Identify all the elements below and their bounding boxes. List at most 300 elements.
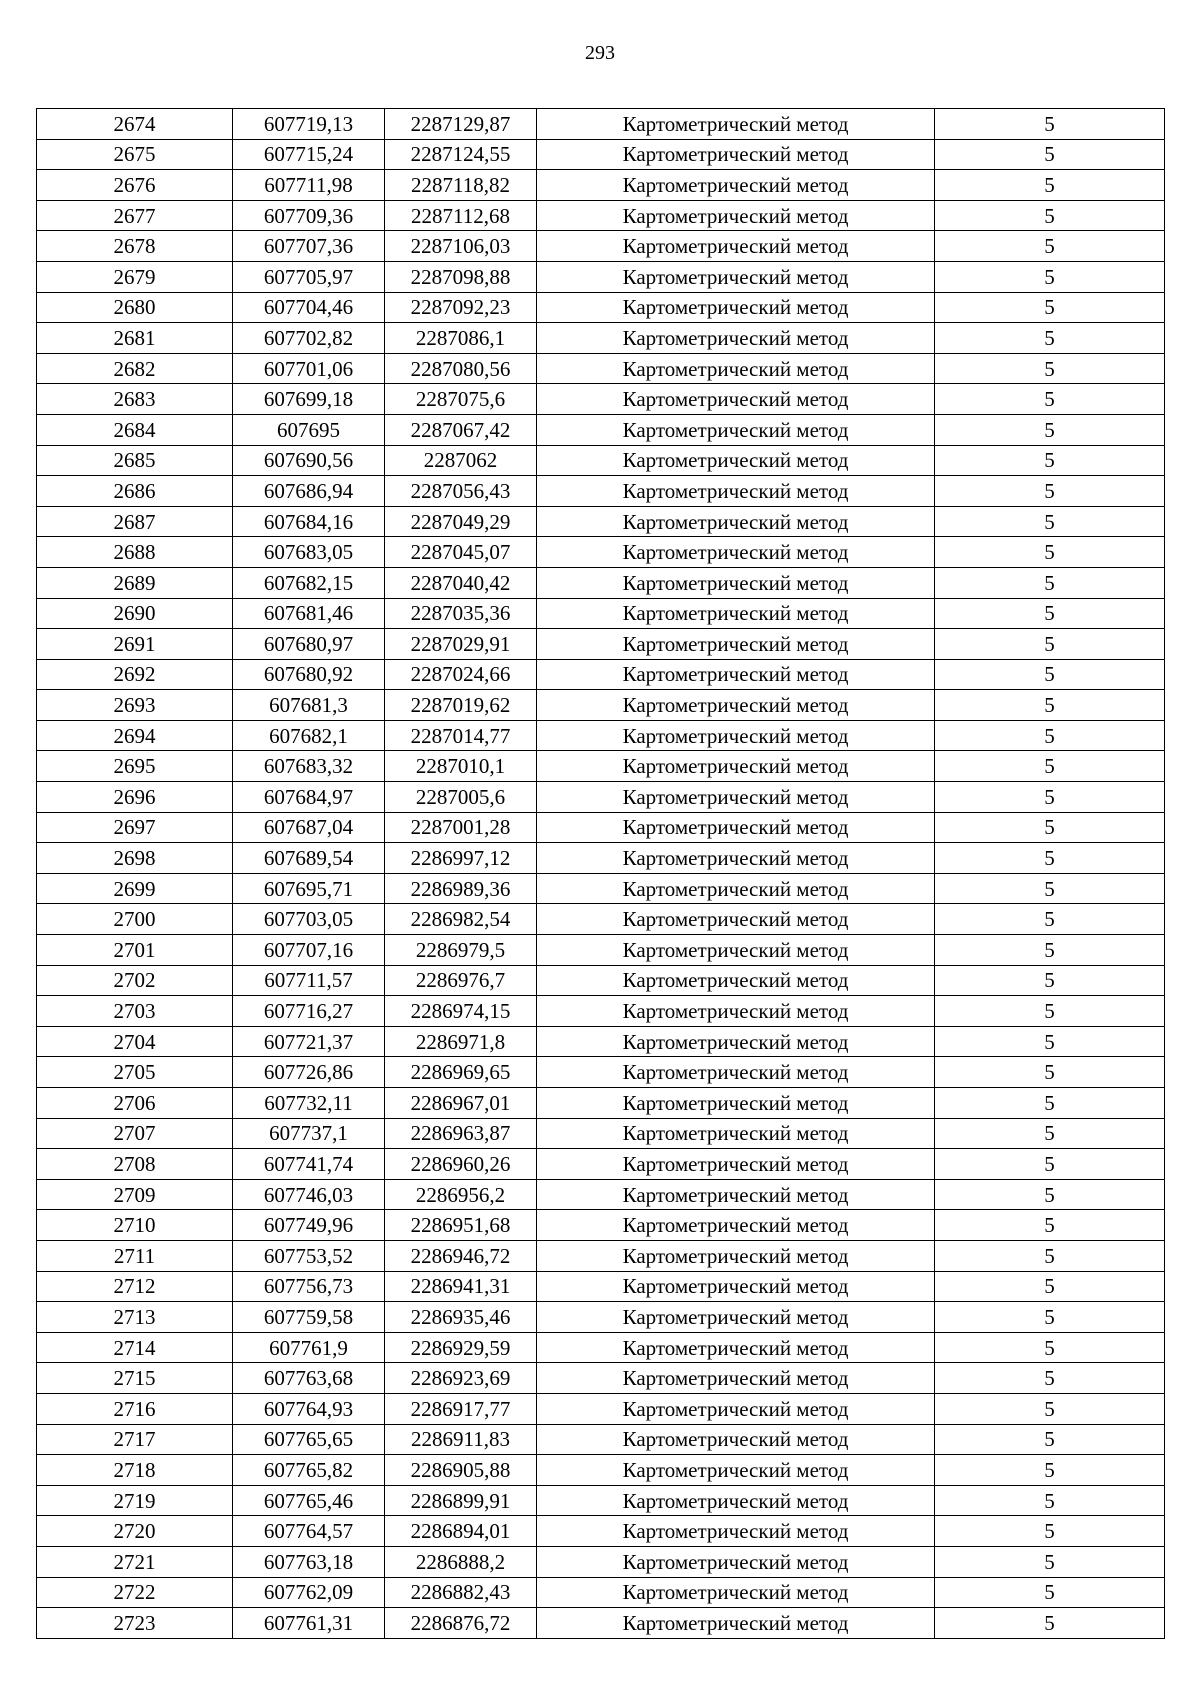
table-row <box>37 384 1165 415</box>
method-cell: Картометрический метод <box>537 109 935 140</box>
x-coordinate-cell: 607746,03 <box>233 1179 385 1210</box>
method-cell: Картометрический метод <box>537 843 935 874</box>
y-coordinate-cell: 2286876,72 <box>385 1608 537 1639</box>
table-row <box>37 261 1165 292</box>
accuracy-cell: 5 <box>935 139 1165 170</box>
x-coordinate-cell: 607765,65 <box>233 1424 385 1455</box>
method-cell: Картометрический метод <box>537 1455 935 1486</box>
x-coordinate-cell: 607716,27 <box>233 996 385 1027</box>
y-coordinate-cell: 2287124,55 <box>385 139 537 170</box>
y-coordinate-cell: 2287112,68 <box>385 200 537 231</box>
point-number-cell: 2705 <box>37 1057 233 1088</box>
table-row <box>37 1149 1165 1180</box>
x-coordinate-cell: 607721,37 <box>233 1026 385 1057</box>
accuracy-cell: 5 <box>935 476 1165 507</box>
table-row <box>37 690 1165 721</box>
accuracy-cell: 5 <box>935 1546 1165 1577</box>
table-row <box>37 1088 1165 1119</box>
table-row <box>37 1026 1165 1057</box>
accuracy-cell: 5 <box>935 1240 1165 1271</box>
point-number-cell: 2712 <box>37 1271 233 1302</box>
point-number-cell: 2716 <box>37 1393 233 1424</box>
y-coordinate-cell: 2286956,2 <box>385 1179 537 1210</box>
coordinates-table <box>36 108 1165 1639</box>
point-number-cell: 2688 <box>37 537 233 568</box>
y-coordinate-cell: 2286946,72 <box>385 1240 537 1271</box>
x-coordinate-cell: 607732,11 <box>233 1088 385 1119</box>
table-row <box>37 1577 1165 1608</box>
accuracy-cell: 5 <box>935 996 1165 1027</box>
method-cell: Картометрический метод <box>537 414 935 445</box>
point-number-cell: 2693 <box>37 690 233 721</box>
x-coordinate-cell: 607689,54 <box>233 843 385 874</box>
y-coordinate-cell: 2286960,26 <box>385 1149 537 1180</box>
method-cell: Картометрический метод <box>537 353 935 384</box>
y-coordinate-cell: 2287029,91 <box>385 629 537 660</box>
method-cell: Картометрический метод <box>537 170 935 201</box>
y-coordinate-cell: 2286976,7 <box>385 965 537 996</box>
y-coordinate-cell: 2287129,87 <box>385 109 537 140</box>
table-row <box>37 1608 1165 1639</box>
y-coordinate-cell: 2287075,6 <box>385 384 537 415</box>
accuracy-cell: 5 <box>935 1271 1165 1302</box>
y-coordinate-cell: 2286951,68 <box>385 1210 537 1241</box>
x-coordinate-cell: 607682,1 <box>233 720 385 751</box>
x-coordinate-cell: 607715,24 <box>233 139 385 170</box>
table-row <box>37 843 1165 874</box>
point-number-cell: 2674 <box>37 109 233 140</box>
accuracy-cell: 5 <box>935 1118 1165 1149</box>
x-coordinate-cell: 607707,16 <box>233 935 385 966</box>
point-number-cell: 2683 <box>37 384 233 415</box>
point-number-cell: 2679 <box>37 261 233 292</box>
accuracy-cell: 5 <box>935 690 1165 721</box>
point-number-cell: 2694 <box>37 720 233 751</box>
table-row <box>37 965 1165 996</box>
accuracy-cell: 5 <box>935 812 1165 843</box>
point-number-cell: 2706 <box>37 1088 233 1119</box>
accuracy-cell: 5 <box>935 170 1165 201</box>
y-coordinate-cell: 2287080,56 <box>385 353 537 384</box>
table-row <box>37 935 1165 966</box>
x-coordinate-cell: 607749,96 <box>233 1210 385 1241</box>
point-number-cell: 2689 <box>37 567 233 598</box>
method-cell: Картометрический метод <box>537 200 935 231</box>
accuracy-cell: 5 <box>935 261 1165 292</box>
accuracy-cell: 5 <box>935 782 1165 813</box>
x-coordinate-cell: 607681,3 <box>233 690 385 721</box>
table-row <box>37 414 1165 445</box>
method-cell: Картометрический метод <box>537 873 935 904</box>
table-row <box>37 323 1165 354</box>
table-row <box>37 109 1165 140</box>
method-cell: Картометрический метод <box>537 965 935 996</box>
x-coordinate-cell: 607737,1 <box>233 1118 385 1149</box>
accuracy-cell: 5 <box>935 1485 1165 1516</box>
table-row <box>37 1363 1165 1394</box>
accuracy-cell: 5 <box>935 843 1165 874</box>
method-cell: Картометрический метод <box>537 537 935 568</box>
x-coordinate-cell: 607687,04 <box>233 812 385 843</box>
method-cell: Картометрический метод <box>537 1485 935 1516</box>
table-row <box>37 506 1165 537</box>
table-row <box>37 1240 1165 1271</box>
table-row <box>37 996 1165 1027</box>
accuracy-cell: 5 <box>935 935 1165 966</box>
page-number: 293 <box>585 42 615 64</box>
accuracy-cell: 5 <box>935 629 1165 660</box>
x-coordinate-cell: 607761,31 <box>233 1608 385 1639</box>
y-coordinate-cell: 2287049,29 <box>385 506 537 537</box>
accuracy-cell: 5 <box>935 873 1165 904</box>
table-row <box>37 812 1165 843</box>
accuracy-cell: 5 <box>935 231 1165 262</box>
y-coordinate-cell: 2287035,36 <box>385 598 537 629</box>
accuracy-cell: 5 <box>935 1393 1165 1424</box>
x-coordinate-cell: 607753,52 <box>233 1240 385 1271</box>
accuracy-cell: 5 <box>935 445 1165 476</box>
table-row <box>37 292 1165 323</box>
method-cell: Картометрический метод <box>537 1332 935 1363</box>
method-cell: Картометрический метод <box>537 629 935 660</box>
table-row <box>37 170 1165 201</box>
point-number-cell: 2723 <box>37 1608 233 1639</box>
point-number-cell: 2704 <box>37 1026 233 1057</box>
point-number-cell: 2680 <box>37 292 233 323</box>
method-cell: Картометрический метод <box>537 812 935 843</box>
point-number-cell: 2709 <box>37 1179 233 1210</box>
table-row <box>37 476 1165 507</box>
table-row <box>37 598 1165 629</box>
y-coordinate-cell: 2286935,46 <box>385 1302 537 1333</box>
x-coordinate-cell: 607695,71 <box>233 873 385 904</box>
method-cell: Картометрический метод <box>537 1088 935 1119</box>
x-coordinate-cell: 607756,73 <box>233 1271 385 1302</box>
x-coordinate-cell: 607683,05 <box>233 537 385 568</box>
point-number-cell: 2708 <box>37 1149 233 1180</box>
y-coordinate-cell: 2287056,43 <box>385 476 537 507</box>
method-cell: Картометрический метод <box>537 445 935 476</box>
accuracy-cell: 5 <box>935 1026 1165 1057</box>
method-cell: Картометрический метод <box>537 659 935 690</box>
x-coordinate-cell: 607683,32 <box>233 751 385 782</box>
x-coordinate-cell: 607681,46 <box>233 598 385 629</box>
table-row <box>37 904 1165 935</box>
method-cell: Картометрический метод <box>537 690 935 721</box>
x-coordinate-cell: 607686,94 <box>233 476 385 507</box>
x-coordinate-cell: 607711,98 <box>233 170 385 201</box>
point-number-cell: 2686 <box>37 476 233 507</box>
accuracy-cell: 5 <box>935 537 1165 568</box>
x-coordinate-cell: 607684,97 <box>233 782 385 813</box>
table-row <box>37 873 1165 904</box>
table-row <box>37 629 1165 660</box>
point-number-cell: 2675 <box>37 139 233 170</box>
method-cell: Картометрический метод <box>537 782 935 813</box>
y-coordinate-cell: 2286969,65 <box>385 1057 537 1088</box>
point-number-cell: 2697 <box>37 812 233 843</box>
y-coordinate-cell: 2287118,82 <box>385 170 537 201</box>
accuracy-cell: 5 <box>935 1088 1165 1119</box>
accuracy-cell: 5 <box>935 1608 1165 1639</box>
y-coordinate-cell: 2287010,1 <box>385 751 537 782</box>
accuracy-cell: 5 <box>935 292 1165 323</box>
table-row <box>37 720 1165 751</box>
method-cell: Картометрический метод <box>537 1026 935 1057</box>
point-number-cell: 2684 <box>37 414 233 445</box>
point-number-cell: 2685 <box>37 445 233 476</box>
accuracy-cell: 5 <box>935 1302 1165 1333</box>
method-cell: Картометрический метод <box>537 1546 935 1577</box>
method-cell: Картометрический метод <box>537 1240 935 1271</box>
method-cell: Картометрический метод <box>537 1302 935 1333</box>
x-coordinate-cell: 607680,92 <box>233 659 385 690</box>
x-coordinate-cell: 607684,16 <box>233 506 385 537</box>
point-number-cell: 2715 <box>37 1363 233 1394</box>
point-number-cell: 2700 <box>37 904 233 935</box>
point-number-cell: 2698 <box>37 843 233 874</box>
point-number-cell: 2690 <box>37 598 233 629</box>
point-number-cell: 2717 <box>37 1424 233 1455</box>
y-coordinate-cell: 2286905,88 <box>385 1455 537 1486</box>
x-coordinate-cell: 607765,82 <box>233 1455 385 1486</box>
accuracy-cell: 5 <box>935 1332 1165 1363</box>
method-cell: Картометрический метод <box>537 1118 935 1149</box>
y-coordinate-cell: 2287092,23 <box>385 292 537 323</box>
y-coordinate-cell: 2287062 <box>385 445 537 476</box>
method-cell: Картометрический метод <box>537 1179 935 1210</box>
y-coordinate-cell: 2287106,03 <box>385 231 537 262</box>
point-number-cell: 2696 <box>37 782 233 813</box>
x-coordinate-cell: 607762,09 <box>233 1577 385 1608</box>
point-number-cell: 2702 <box>37 965 233 996</box>
accuracy-cell: 5 <box>935 109 1165 140</box>
x-coordinate-cell: 607726,86 <box>233 1057 385 1088</box>
y-coordinate-cell: 2287086,1 <box>385 323 537 354</box>
coordinates-table-body <box>37 109 1165 1639</box>
method-cell: Картометрический метод <box>537 996 935 1027</box>
point-number-cell: 2692 <box>37 659 233 690</box>
y-coordinate-cell: 2286923,69 <box>385 1363 537 1394</box>
x-coordinate-cell: 607719,13 <box>233 109 385 140</box>
point-number-cell: 2678 <box>37 231 233 262</box>
method-cell: Картометрический метод <box>537 1516 935 1547</box>
y-coordinate-cell: 2287098,88 <box>385 261 537 292</box>
method-cell: Картометрический метод <box>537 261 935 292</box>
table-row <box>37 231 1165 262</box>
accuracy-cell: 5 <box>935 567 1165 598</box>
table-row <box>37 567 1165 598</box>
table-row <box>37 1516 1165 1547</box>
point-number-cell: 2718 <box>37 1455 233 1486</box>
point-number-cell: 2720 <box>37 1516 233 1547</box>
accuracy-cell: 5 <box>935 414 1165 445</box>
table-row <box>37 1393 1165 1424</box>
point-number-cell: 2687 <box>37 506 233 537</box>
accuracy-cell: 5 <box>935 323 1165 354</box>
point-number-cell: 2713 <box>37 1302 233 1333</box>
x-coordinate-cell: 607690,56 <box>233 445 385 476</box>
accuracy-cell: 5 <box>935 1179 1165 1210</box>
y-coordinate-cell: 2286997,12 <box>385 843 537 874</box>
x-coordinate-cell: 607763,18 <box>233 1546 385 1577</box>
x-coordinate-cell: 607764,93 <box>233 1393 385 1424</box>
accuracy-cell: 5 <box>935 506 1165 537</box>
method-cell: Картометрический метод <box>537 231 935 262</box>
accuracy-cell: 5 <box>935 1363 1165 1394</box>
table-row <box>37 782 1165 813</box>
x-coordinate-cell: 607707,36 <box>233 231 385 262</box>
y-coordinate-cell: 2287024,66 <box>385 659 537 690</box>
method-cell: Картометрический метод <box>537 935 935 966</box>
accuracy-cell: 5 <box>935 1210 1165 1241</box>
point-number-cell: 2711 <box>37 1240 233 1271</box>
x-coordinate-cell: 607680,97 <box>233 629 385 660</box>
x-coordinate-cell: 607704,46 <box>233 292 385 323</box>
table-row <box>37 1271 1165 1302</box>
point-number-cell: 2707 <box>37 1118 233 1149</box>
accuracy-cell: 5 <box>935 965 1165 996</box>
y-coordinate-cell: 2286917,77 <box>385 1393 537 1424</box>
point-number-cell: 2681 <box>37 323 233 354</box>
y-coordinate-cell: 2286941,31 <box>385 1271 537 1302</box>
table-row <box>37 1057 1165 1088</box>
accuracy-cell: 5 <box>935 659 1165 690</box>
method-cell: Картометрический метод <box>537 1393 935 1424</box>
method-cell: Картометрический метод <box>537 1210 935 1241</box>
method-cell: Картометрический метод <box>537 904 935 935</box>
method-cell: Картометрический метод <box>537 1424 935 1455</box>
accuracy-cell: 5 <box>935 904 1165 935</box>
accuracy-cell: 5 <box>935 1057 1165 1088</box>
y-coordinate-cell: 2286882,43 <box>385 1577 537 1608</box>
y-coordinate-cell: 2286963,87 <box>385 1118 537 1149</box>
x-coordinate-cell: 607705,97 <box>233 261 385 292</box>
y-coordinate-cell: 2286979,5 <box>385 935 537 966</box>
y-coordinate-cell: 2286989,36 <box>385 873 537 904</box>
y-coordinate-cell: 2287067,42 <box>385 414 537 445</box>
table-row <box>37 353 1165 384</box>
table-row <box>37 139 1165 170</box>
x-coordinate-cell: 607763,68 <box>233 1363 385 1394</box>
table-row <box>37 751 1165 782</box>
table-row <box>37 1485 1165 1516</box>
method-cell: Картометрический метод <box>537 506 935 537</box>
y-coordinate-cell: 2286899,91 <box>385 1485 537 1516</box>
y-coordinate-cell: 2287001,28 <box>385 812 537 843</box>
accuracy-cell: 5 <box>935 1149 1165 1180</box>
y-coordinate-cell: 2286888,2 <box>385 1546 537 1577</box>
method-cell: Картометрический метод <box>537 720 935 751</box>
y-coordinate-cell: 2287005,6 <box>385 782 537 813</box>
point-number-cell: 2695 <box>37 751 233 782</box>
method-cell: Картометрический метод <box>537 1271 935 1302</box>
y-coordinate-cell: 2286982,54 <box>385 904 537 935</box>
accuracy-cell: 5 <box>935 1455 1165 1486</box>
x-coordinate-cell: 607711,57 <box>233 965 385 996</box>
point-number-cell: 2676 <box>37 170 233 201</box>
x-coordinate-cell: 607682,15 <box>233 567 385 598</box>
point-number-cell: 2701 <box>37 935 233 966</box>
x-coordinate-cell: 607761,9 <box>233 1332 385 1363</box>
table-row <box>37 1332 1165 1363</box>
point-number-cell: 2691 <box>37 629 233 660</box>
x-coordinate-cell: 607695 <box>233 414 385 445</box>
method-cell: Картометрический метод <box>537 139 935 170</box>
y-coordinate-cell: 2287014,77 <box>385 720 537 751</box>
y-coordinate-cell: 2286894,01 <box>385 1516 537 1547</box>
point-number-cell: 2699 <box>37 873 233 904</box>
y-coordinate-cell: 2287019,62 <box>385 690 537 721</box>
table-row <box>37 537 1165 568</box>
point-number-cell: 2714 <box>37 1332 233 1363</box>
x-coordinate-cell: 607765,46 <box>233 1485 385 1516</box>
table-row <box>37 1424 1165 1455</box>
y-coordinate-cell: 2287045,07 <box>385 537 537 568</box>
method-cell: Картометрический метод <box>537 1608 935 1639</box>
y-coordinate-cell: 2286967,01 <box>385 1088 537 1119</box>
point-number-cell: 2719 <box>37 1485 233 1516</box>
accuracy-cell: 5 <box>935 200 1165 231</box>
y-coordinate-cell: 2286971,8 <box>385 1026 537 1057</box>
table-row <box>37 1546 1165 1577</box>
y-coordinate-cell: 2286911,83 <box>385 1424 537 1455</box>
table-row <box>37 445 1165 476</box>
method-cell: Картометрический метод <box>537 292 935 323</box>
accuracy-cell: 5 <box>935 598 1165 629</box>
point-number-cell: 2721 <box>37 1546 233 1577</box>
method-cell: Картометрический метод <box>537 1577 935 1608</box>
x-coordinate-cell: 607701,06 <box>233 353 385 384</box>
table-row <box>37 659 1165 690</box>
table-row <box>37 200 1165 231</box>
accuracy-cell: 5 <box>935 1577 1165 1608</box>
method-cell: Картометрический метод <box>537 1149 935 1180</box>
x-coordinate-cell: 607699,18 <box>233 384 385 415</box>
table-row <box>37 1302 1165 1333</box>
x-coordinate-cell: 607703,05 <box>233 904 385 935</box>
x-coordinate-cell: 607759,58 <box>233 1302 385 1333</box>
method-cell: Картометрический метод <box>537 476 935 507</box>
accuracy-cell: 5 <box>935 751 1165 782</box>
table-row <box>37 1179 1165 1210</box>
method-cell: Картометрический метод <box>537 384 935 415</box>
accuracy-cell: 5 <box>935 1516 1165 1547</box>
accuracy-cell: 5 <box>935 720 1165 751</box>
y-coordinate-cell: 2286974,15 <box>385 996 537 1027</box>
y-coordinate-cell: 2287040,42 <box>385 567 537 598</box>
method-cell: Картометрический метод <box>537 1363 935 1394</box>
x-coordinate-cell: 607702,82 <box>233 323 385 354</box>
method-cell: Картометрический метод <box>537 1057 935 1088</box>
table-row <box>37 1455 1165 1486</box>
accuracy-cell: 5 <box>935 1424 1165 1455</box>
method-cell: Картометрический метод <box>537 598 935 629</box>
point-number-cell: 2677 <box>37 200 233 231</box>
point-number-cell: 2722 <box>37 1577 233 1608</box>
point-number-cell: 2703 <box>37 996 233 1027</box>
point-number-cell: 2682 <box>37 353 233 384</box>
accuracy-cell: 5 <box>935 353 1165 384</box>
table-row <box>37 1210 1165 1241</box>
x-coordinate-cell: 607709,36 <box>233 200 385 231</box>
method-cell: Картометрический метод <box>537 751 935 782</box>
method-cell: Картометрический метод <box>537 567 935 598</box>
method-cell: Картометрический метод <box>537 323 935 354</box>
y-coordinate-cell: 2286929,59 <box>385 1332 537 1363</box>
point-number-cell: 2710 <box>37 1210 233 1241</box>
accuracy-cell: 5 <box>935 384 1165 415</box>
